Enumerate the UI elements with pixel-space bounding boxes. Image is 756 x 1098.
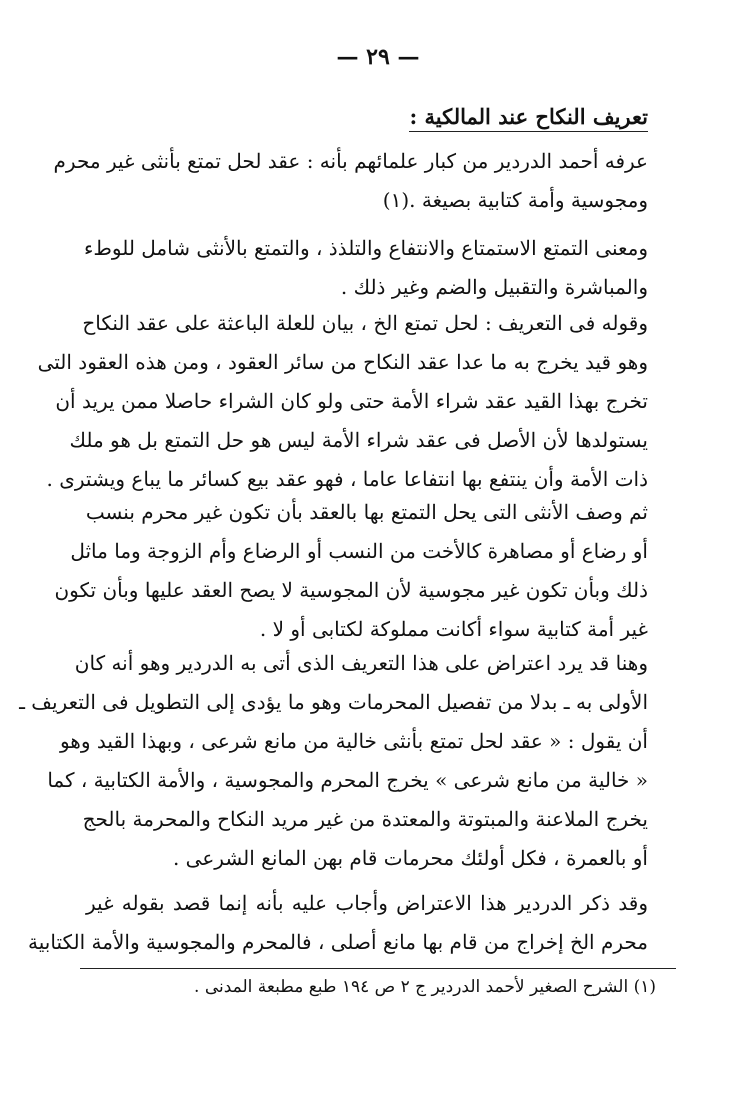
paragraph — [83, 229, 648, 307]
text-line: ثم وصف الأنثى التى يحل التمتع بها بالعقد بأن تكون غير محرم بنسب — [85, 500, 648, 524]
text-line: أو رضاع أو مصاهرة كالأخت من النسب أو الرضاع وأم الزوجة وما ماثل — [70, 539, 648, 563]
text-line: ذات الأمة وأن ينتفع بها انتفاعا عاما ، فهو عقد بيع كسائر ما يباع ويشترى . — [46, 467, 648, 491]
text-line: غير أمة كتابية سواء أكانت مملوكة لكتابى أو لا . — [259, 617, 648, 641]
paragraph — [37, 304, 648, 499]
text-line: ومجوسية وأمة كتابية بصيغة .(١) — [382, 188, 648, 212]
text-line: ومعنى التمتع الاستمتاع والانتفاع والتلذذ ، والتمتع بالأنثى شامل للوطء — [83, 236, 648, 260]
text-line: وقوله فى التعريف : لحل تمتع الخ ، بيان للعلة الباعثة على عقد النكاح — [82, 311, 648, 335]
text-line: الأولى به ـ بدلا من تفصيل المحرمات وهو ما يؤدى إلى التطويل فى التعريف ـ — [19, 690, 648, 714]
text-line: والمباشرة والتقبيل والضم وغير ذلك . — [340, 275, 648, 299]
text-line: تخرج بهذا القيد عقد شراء الأمة حتى ولو كان الشراء حاصلا ممن يريد أن — [55, 389, 648, 413]
text-line: ذلك وبأن تكون غير مجوسية لأن المجوسية لا يصح العقد عليها وبأن تكون — [54, 578, 648, 602]
section-heading: تعريف النكاح عند المالكية : — [409, 104, 648, 132]
paragraph — [28, 884, 648, 962]
page-number: — ٢٩ — — [336, 44, 420, 70]
text-line: وهو قيد يخرج به ما عدا عقد النكاح من سائر العقود ، ومن هذه العقود التى — [37, 350, 648, 374]
paragraph — [53, 142, 648, 220]
text-line: أن يقول : « عقد لحل تمتع بأنثى خالية من مانع شرعى ، وبهذا القيد وهو — [59, 729, 648, 753]
text-line: يستولدها لأن الأصل فى عقد شراء الأمة ليس هو حل التمتع بل هو ملك — [69, 428, 648, 452]
text-line: « خالية من مانع شرعى » يخرج المحرم والمجوسية ، والأمة الكتابية ، كما — [47, 768, 648, 792]
text-line: وهنا قد يرد اعتراض على هذا التعريف الذى أتى به الدردير وهو أنه كان — [74, 651, 648, 675]
text-line: وقد ذكر الدردير هذا الاعتراض وأجاب عليه بأنه إنما قصد بقوله غير — [86, 891, 648, 915]
paragraph — [19, 644, 648, 878]
footnote-divider — [80, 968, 676, 969]
footnote: (١) الشرح الصغير لأحمد الدردير ج ٢ ص ١٩٤ طبع مطبعة المدنى . — [194, 977, 656, 997]
text-line: عرفه أحمد الدردير من كبار علمائهم بأنه : عقد لحل تمتع بأنثى غير محرم — [53, 149, 648, 173]
text-line: محرم الخ إخراج من قام بها مانع أصلى ، فالمحرم والمجوسية والأمة الكتابية — [28, 930, 648, 954]
text-line: أو بالعمرة ، فكل أولئك محرمات قام بهن المانع الشرعى . — [172, 846, 648, 870]
text-line: يخرج الملاعنة والمبتوتة والمعتدة من غير مريد النكاح والمحرمة بالحج — [82, 807, 648, 831]
paragraph — [54, 493, 648, 649]
